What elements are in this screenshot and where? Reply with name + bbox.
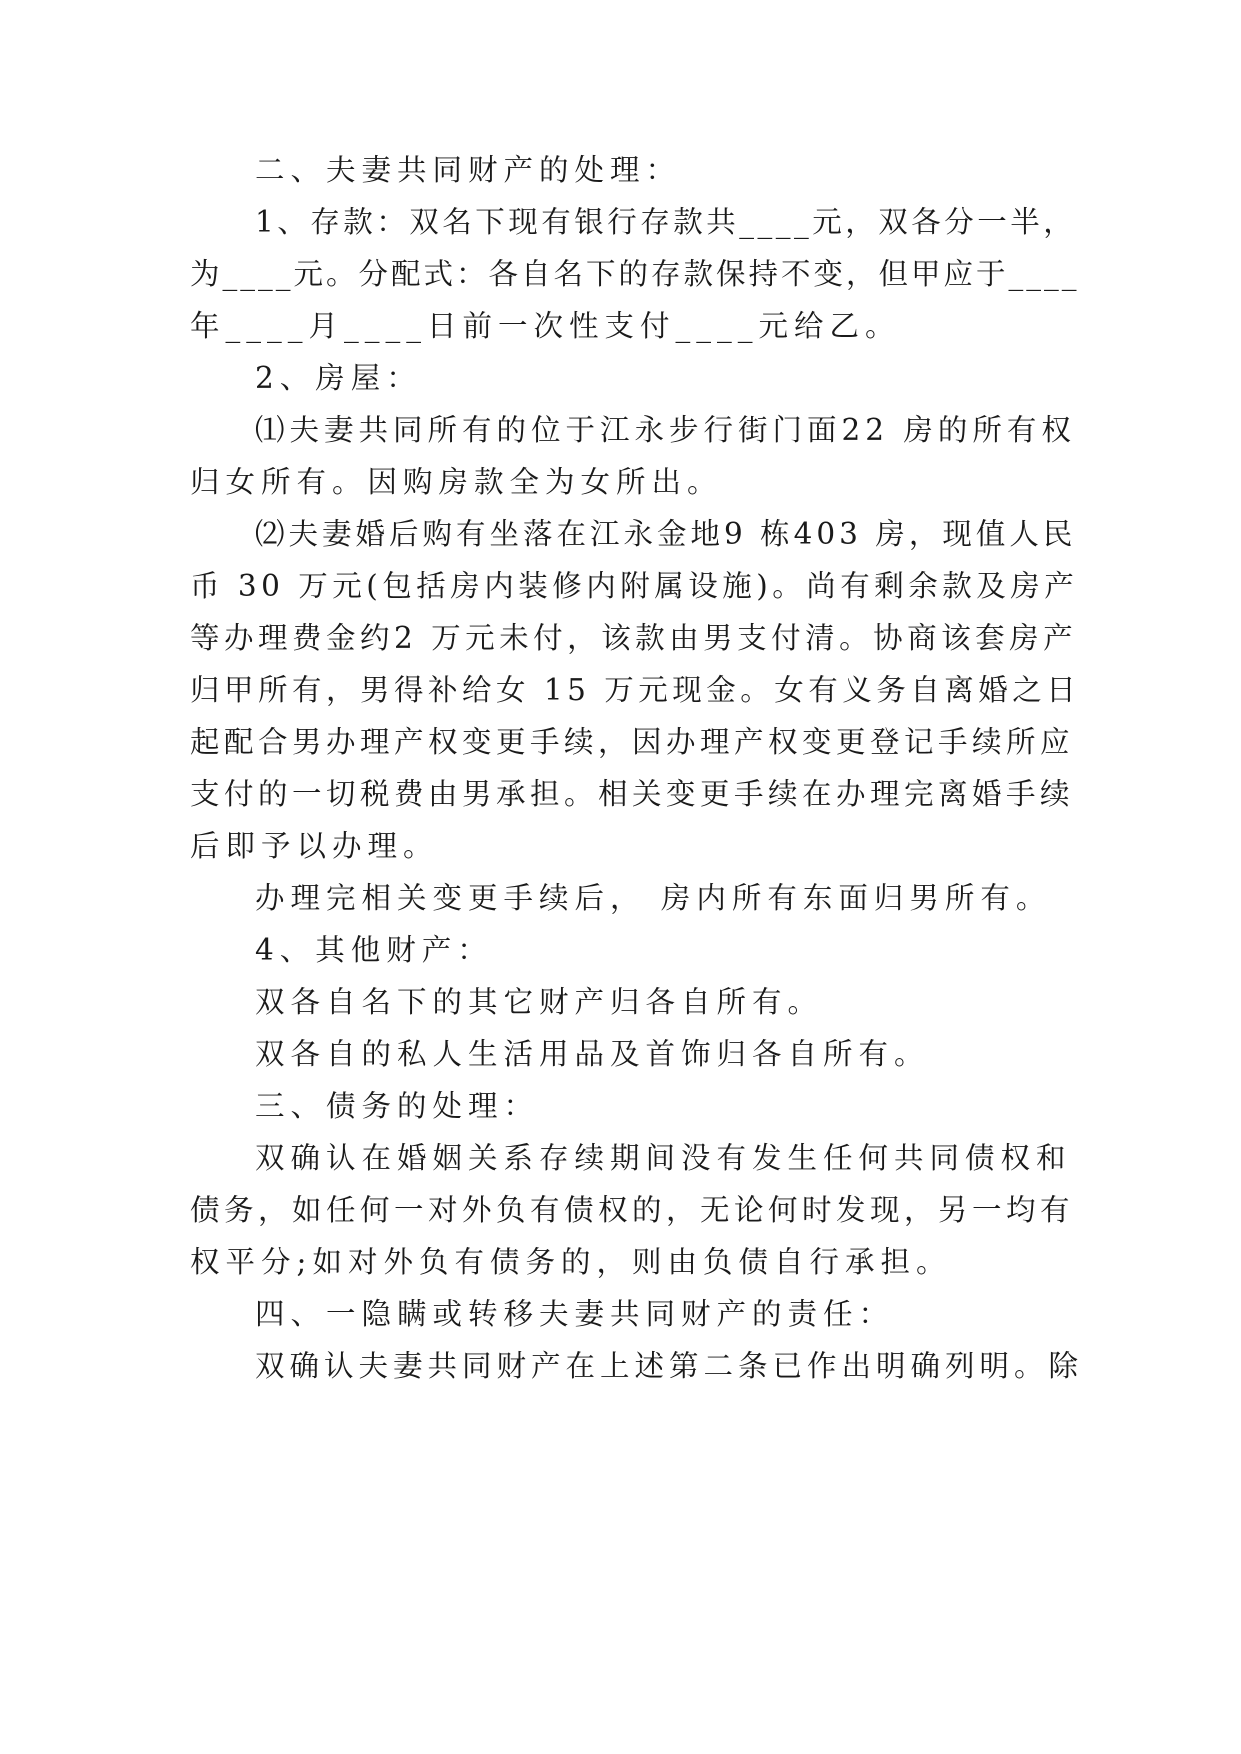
paragraph-line: 权平分;如对外负有债务的，则由负债自行承担。 [190, 1245, 952, 1279]
paragraph-line: 债务，如任何一对外负有债权的，无论何时发现，另一均有 [190, 1193, 1075, 1227]
paragraph-line: 年____月____日前一次性支付____元给乙。 [190, 309, 901, 343]
paragraph-line: 双各自的私人生活用品及首饰归各自所有。 [255, 1037, 930, 1071]
paragraph-line: 归女所有。因购房款全为女所出。 [190, 465, 723, 499]
paragraph-line: ⑵夫妻婚后购有坐落在江永金地9 栋403 房，现值人民 [255, 517, 1077, 551]
paragraph-line: 为____元。分配式：各自名下的存款保持不变，但甲应于____ [190, 257, 1080, 291]
paragraph-line: 1、存款：双名下现有银行存款共____元，双各分一半， [255, 205, 1077, 239]
paragraph-line: 办理完相关变更手续后， 房内所有东面归男所有。 [255, 881, 1052, 915]
paragraph-line: 币 30 万元(包括房内装修内附属设施)。尚有剩余款及房产 [190, 569, 1079, 603]
paragraph-line: 后即予以办理。 [190, 829, 439, 863]
paragraph-line: 等办理费金约2 万元未付，该款由男支付清。协商该套房产 [190, 621, 1078, 655]
heading-joint-property: 二、夫妻共同财产的处理： [255, 153, 682, 187]
paragraph-line: 双确认在婚姻关系存续期间没有发生任何共同债权和 [255, 1141, 1072, 1175]
subheading-house: 2、房屋： [255, 361, 422, 395]
paragraph-line: 双各自名下的其它财产归各自所有。 [255, 985, 824, 1019]
paragraph-line: 归甲所有，男得补给女 15 万元现金。女有义务自离婚之日 [190, 673, 1081, 707]
paragraph-line: 双确认夫妻共同财产在上述第二条已作出明确列明。除 [255, 1349, 1084, 1383]
heading-debts: 三、债务的处理： [255, 1089, 540, 1123]
subheading-other-property: 4、其他财产： [255, 933, 493, 967]
paragraph-line: ⑴夫妻共同所有的位于江永步行街门面22 房的所有权 [255, 413, 1076, 447]
paragraph-line: 支付的一切税费由男承担。相关变更手续在办理完离婚手续 [190, 777, 1075, 811]
paragraph-line: 起配合男办理产权变更手续，因办理产权变更登记手续所应 [190, 725, 1075, 759]
heading-concealment-liability: 四、一隐瞒或转移夫妻共同财产的责任： [255, 1297, 895, 1331]
